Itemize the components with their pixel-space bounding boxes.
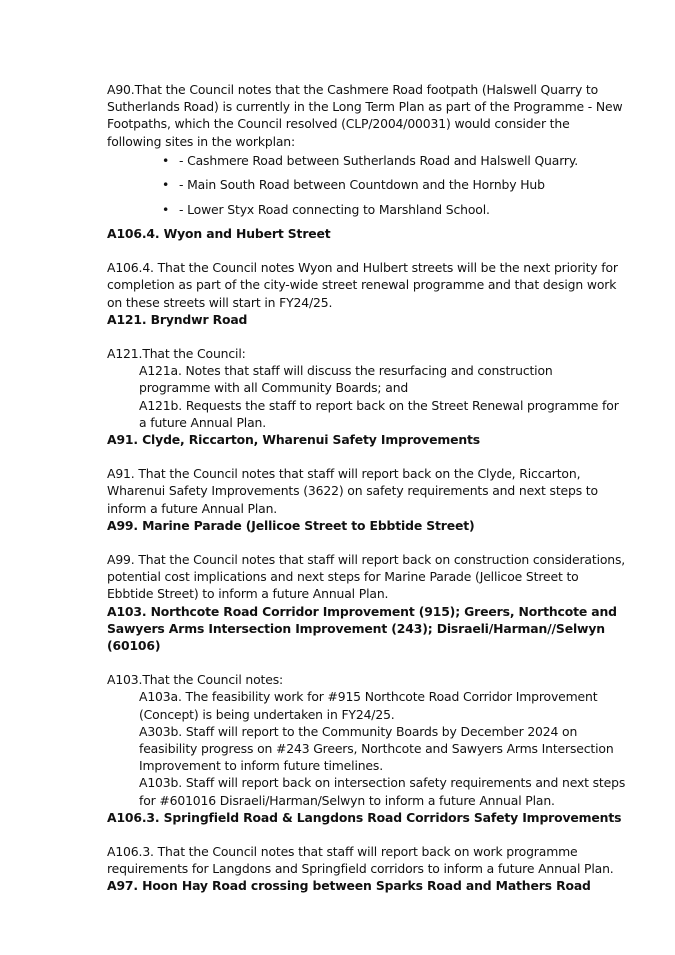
list-item-text: - Main South Road between Countdown and the Hornby Hub [179, 177, 545, 193]
spacer [107, 328, 627, 345]
footpath-sites-list [107, 152, 627, 218]
item-a121a: A121a. Notes that staff will discuss the resurfacing and construction programme with all Community Boards; and [139, 363, 553, 396]
heading-number: A121 [107, 311, 142, 327]
paragraph-a99: A99. That the Council notes that staff will report back on construction considerations, potential cost implications and next steps for Marine Parade (Jellicoe Street to Ebbtide Street) to inform a future Annual Plan. [107, 552, 626, 602]
paragraph-a90: A90.That the Council notes that the Cashmere Road footpath (Halswell Quarry to Sutherlands Road) is currently in the Long Term Plan as part of the Programme - New Footpaths, which the Council resolved (CLP/2004/00031) would consider the following sites in the workplan: [107, 82, 623, 149]
heading-a97: A97. Hoon Hay Road crossing between Sparks Road and Mathers Road [107, 878, 591, 894]
heading-a106-3: A106.3. Springfield Road & Langdons Road Corridors Safety Improvements [107, 809, 622, 825]
bullet-icon: • [162, 177, 170, 193]
item-a103b: A103b. Staff will report back on intersection safety requirements and next steps for #601016 Disraeli/Harman/Selwyn to inform a future Annual Plan. [139, 775, 626, 808]
spacer [107, 654, 627, 671]
heading-a103: A103. Northcote Road Corridor Improvement (915); Greers, Northcote and Sawyers Arms Intersection Improvement (243); Disraeli/Harman//Selwyn (60106) [107, 603, 617, 654]
list-item-text: - Lower Styx Road connecting to Marshland School. [179, 201, 490, 217]
list-item [107, 201, 627, 218]
intro-a103: A103.That the Council notes: [107, 672, 284, 688]
spacer [107, 448, 627, 465]
bullet-icon: • [162, 152, 170, 168]
spacer [107, 242, 627, 259]
list-item [107, 176, 627, 193]
spacer [107, 826, 627, 843]
paragraph-a106-4: A106.4. That the Council notes Wyon and Hulbert streets will be the next priority for completion as part of the city-wide street renewal programme and that design work on these streets will start in FY24/25. [107, 260, 618, 310]
item-a103a: A103a. The feasibility work for #915 Northcote Road Corridor Improvement (Concept) is being undertaken in FY24/25. [139, 689, 598, 722]
heading-a99: A99. Marine Parade (Jellicoe Street to Ebbtide Street) [107, 517, 475, 533]
list-item-text: - Cashmere Road between Sutherlands Road and Halswell Quarry. [179, 152, 579, 168]
heading-a106-4 [107, 225, 627, 242]
paragraph-a91: A91. That the Council notes that staff will report back on the Clyde, Riccarton, Wharenui Safety Improvements (3622) on safety requirements and next steps to inform a future Annual Plan. [107, 466, 598, 516]
spacer [107, 534, 627, 551]
heading-a121 [107, 311, 627, 328]
bullet-icon: • [162, 201, 170, 217]
paragraph-a106-3: A106.3. That the Council notes that staff will report back on work programme requirements for Langdons and Springfield corridors to inform a future Annual Plan. [107, 844, 614, 877]
heading-a91: A91. Clyde, Riccarton, Wharenui Safety Improvements [107, 432, 481, 448]
document-page [107, 81, 627, 895]
heading-text: . Wyon and Hubert Street [154, 225, 331, 241]
item-a121b: A121b. Requests the staff to report back on the Street Renewal programme for a future Annual Plan. [139, 397, 619, 430]
list-item [107, 152, 627, 169]
heading-number: A106.4 [107, 225, 155, 241]
item-a303b: A303b. Staff will report to the Community Boards by December 2024 on feasibility progress on #243 Greers, Northcote and Sawyers Arms Intersection Improvement to inform future timelines. [139, 723, 614, 774]
intro-a121: A121.That the Council: [107, 346, 246, 361]
heading-text: . Bryndwr Road [141, 311, 248, 327]
